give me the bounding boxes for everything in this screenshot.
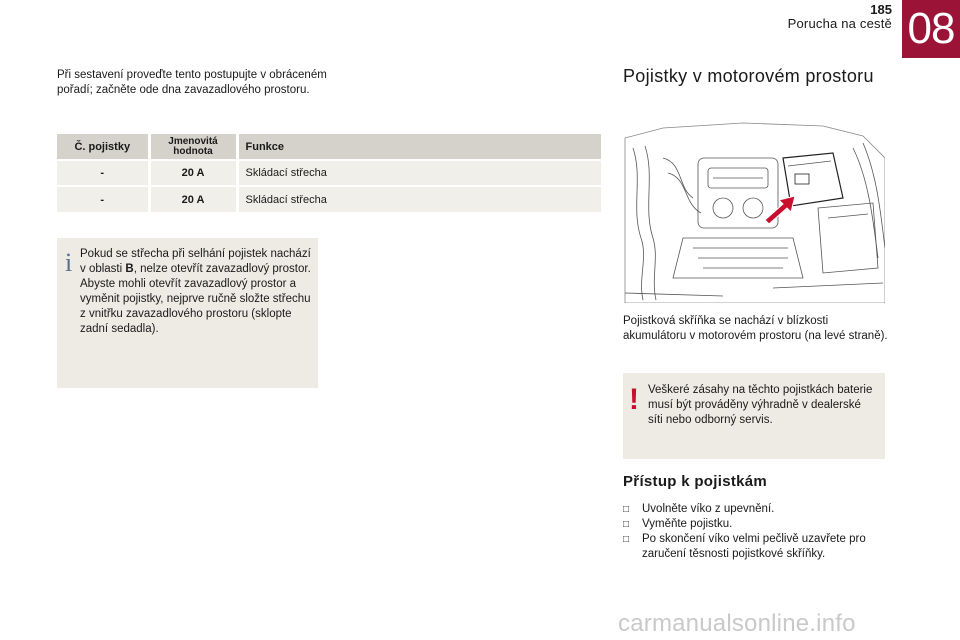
checkbox-bullet-icon: □	[623, 504, 630, 515]
warning-icon: !	[629, 383, 639, 416]
checkbox-bullet-icon: □	[623, 534, 630, 545]
info-text-bold: B	[125, 263, 134, 275]
column-header-rating: Jmenovitá hodnota	[149, 134, 237, 160]
engine-drawing	[623, 118, 885, 303]
photo-caption: Pojistková skříňka se nachází v blízkosti akumulátoru v motorovém prostoru (na levé straně).	[623, 315, 888, 342]
fuse-function-cell: Skládací střecha	[237, 160, 601, 186]
fuse-number-cell: -	[57, 160, 149, 186]
step-text: Po skončení víko velmi pečlivě uzavřete pro zaručení těsnosti pojistkové skříňky.	[642, 533, 866, 560]
column-header-fuse-number: Č. pojistky	[57, 134, 149, 160]
access-steps-list	[623, 502, 893, 562]
page-number: 185	[870, 2, 892, 17]
list-item	[623, 502, 893, 517]
info-box	[57, 238, 318, 388]
checkbox-bullet-icon: □	[623, 519, 630, 530]
chapter-tab: 08	[902, 0, 960, 58]
step-text: Vyměňte pojistku.	[642, 518, 733, 530]
list-item	[623, 517, 893, 532]
chapter-title: Porucha na cestě	[787, 16, 892, 31]
info-text	[80, 247, 312, 337]
watermark: carmanualsonline.info	[618, 610, 856, 637]
step-text: Uvolněte víko z upevnění.	[642, 503, 775, 515]
table-header-row	[57, 134, 601, 160]
pointer-arrow-icon	[765, 196, 795, 224]
fuse-number-cell: -	[57, 186, 149, 212]
warning-text: Veškeré zásahy na těchto pojistkách baterie musí být prováděny výhradně v dealerské síti nebo odborný servis.	[648, 384, 873, 426]
fuse-function-cell: Skládací střecha	[237, 186, 601, 212]
fuse-rating-cell: 20 A	[149, 160, 237, 186]
table-row	[57, 186, 601, 212]
fuse-rating-cell: 20 A	[149, 186, 237, 212]
info-text-part: , nelze otevřít zavazadlový prostor. Abyste mohli otevřít zavazadlový prostor a vyměnit pojistky, nejprve ručně složte střechu z vnitřku zavazadlového prostoru (sklopte zadní sedadla).	[80, 263, 311, 335]
info-text-part: Pokud se střecha při selhání pojistek nachází v oblasti	[80, 248, 311, 275]
fuse-table	[57, 134, 601, 212]
column-header-function: Funkce	[237, 134, 601, 160]
section-title: Pojistky v motorovém prostoru	[623, 66, 874, 86]
engine-compartment-illustration	[623, 118, 885, 303]
warning-box	[623, 373, 885, 459]
list-item	[623, 532, 893, 562]
intro-text: Při sestavení proveďte tento postupujte v obráceném pořadí; začněte ode dna zavazadlového prostoru.	[57, 69, 327, 96]
table-row	[57, 160, 601, 186]
access-section-title: Přístup k pojistkám	[623, 473, 768, 490]
info-icon: i	[65, 248, 73, 277]
